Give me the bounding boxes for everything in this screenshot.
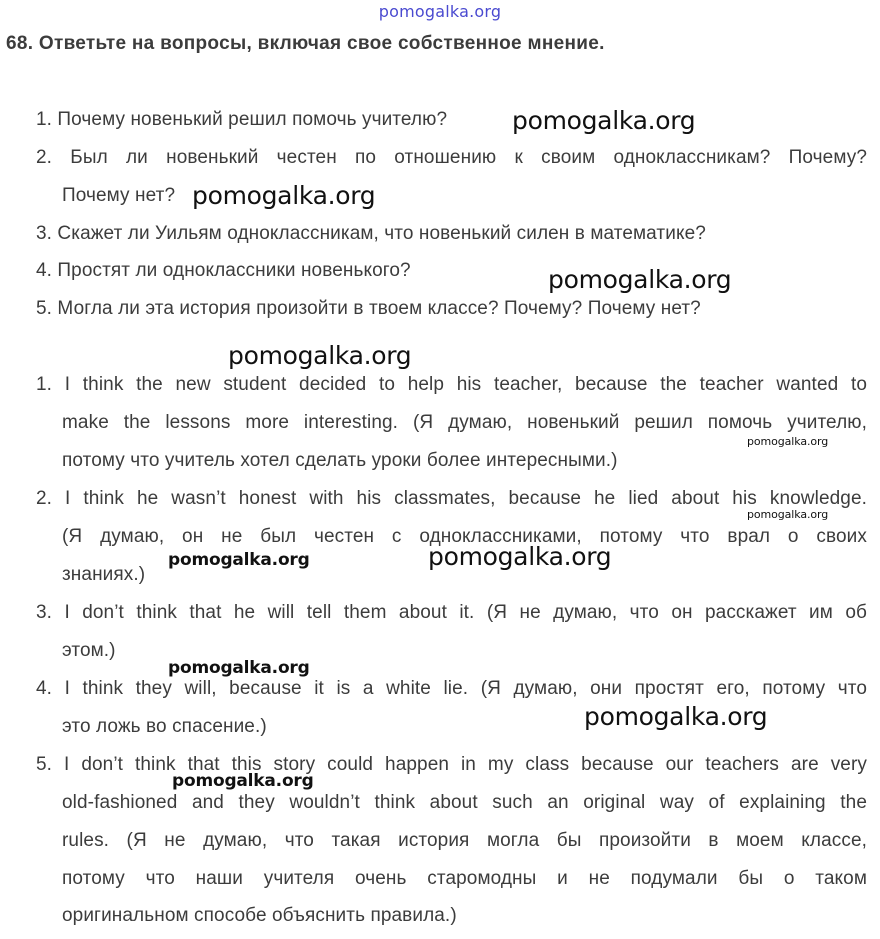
answer-2-line-3: знаниях.) xyxy=(62,564,146,585)
answer-1-line-3: потому что учитель хотел сделать уроки более интересными.) xyxy=(62,450,618,471)
answer-5-line-5: оригинальном способе объяснить правила.) xyxy=(62,905,457,926)
watermark: pomogalka.org xyxy=(747,435,829,448)
answer-4-line-2: это ложь во спасение.) xyxy=(62,716,267,737)
answer-4-line-1: 4. I think they will, because it is a white lie. (Я думаю, они простят его, потому что xyxy=(36,678,867,699)
question-1-line-1: 1. Почему новенький решил помочь учителю? xyxy=(36,109,448,130)
watermark: pomogalka.org xyxy=(172,771,314,791)
watermark: pomogalka.org xyxy=(192,181,376,210)
answer-5-line-4: потому что наши учителя очень старомодны и не подумали бы о таком xyxy=(62,868,867,889)
watermark: pomogalka.org xyxy=(168,658,310,678)
watermark: pomogalka.org xyxy=(428,542,612,571)
question-5-line-1: 5. Могла ли эта история произойти в твоем классе? Почему? Почему нет? xyxy=(36,298,701,319)
answer-5-line-3: rules. (Я не думаю, что такая история могла бы произойти в моем классе, xyxy=(62,830,867,851)
answer-1-line-2: make the lessons more interesting. (Я думаю, новенький решил помочь учителю, xyxy=(62,412,867,433)
question-2-line-2: Почему нет? xyxy=(62,185,176,206)
answer-5-line-1: 5. I don’t think that this story could happen in my class because our teachers are very xyxy=(36,754,867,775)
question-4-line-1: 4. Простят ли одноклассники новенького? xyxy=(36,260,411,281)
header-watermark: pomogalka.org xyxy=(378,2,502,21)
answer-1-line-1: 1. I think the new student decided to help his teacher, because the teacher wanted to xyxy=(36,374,867,395)
question-3-line-1: 3. Скажет ли Уильям одноклассникам, что новенький силен в математике? xyxy=(36,223,706,244)
answer-2-line-1: 2. I think he wasn’t honest with his classmates, because he lied about his knowledge. xyxy=(36,488,867,509)
watermark: pomogalka.org xyxy=(584,702,768,731)
answer-3-line-2: этом.) xyxy=(62,640,116,661)
watermark: pomogalka.org xyxy=(228,341,412,370)
answer-3-line-1: 3. I don’t think that he will tell them about it. (Я не думаю, что он расскажет им об xyxy=(36,602,867,623)
watermark: pomogalka.org xyxy=(548,265,732,294)
watermark: pomogalka.org xyxy=(747,508,829,521)
answer-2-line-2: (Я думаю, он не был честен с одноклассниками, потому что врал о своих xyxy=(62,526,867,547)
watermark: pomogalka.org xyxy=(512,106,696,135)
question-2-line-1: 2. Был ли новенький честен по отношению к своим одноклассникам? Почему? xyxy=(36,147,867,168)
exercise-title: 68. Ответьте на вопросы, включая свое собственное мнение. xyxy=(6,33,605,54)
watermark: pomogalka.org xyxy=(168,550,310,570)
answer-5-line-2: old-fashioned and they wouldn’t think about such an original way of explaining the xyxy=(62,792,867,813)
